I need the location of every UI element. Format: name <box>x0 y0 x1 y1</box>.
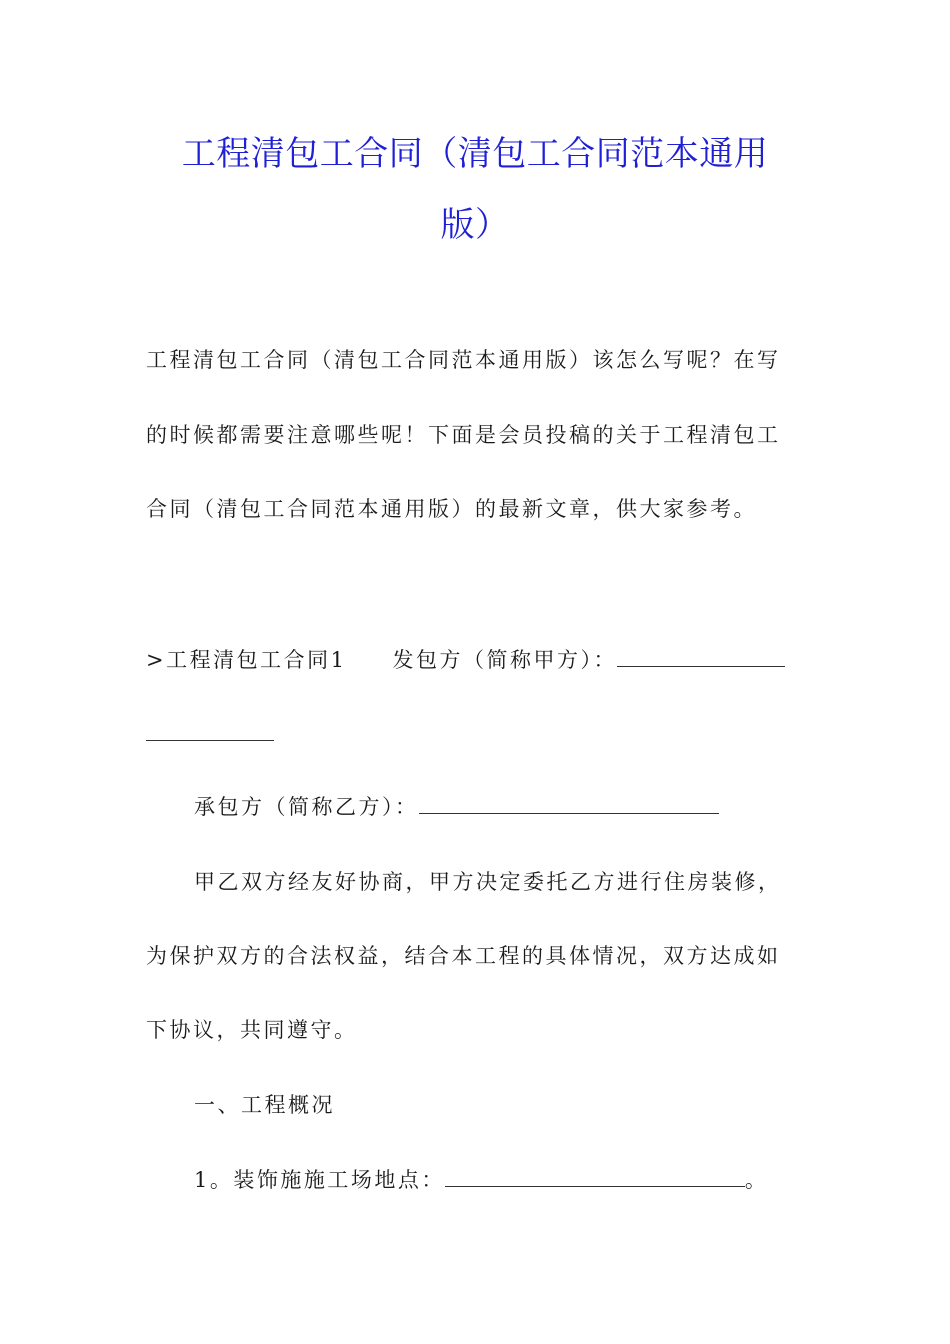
party-b-label: 承包方（简称乙方）： <box>194 795 419 819</box>
intro-line-3: 合同（清包工合同范本通用版）的最新文章，供大家参考。 <box>146 497 757 521</box>
document-title-line-1: 工程清包工合同（清包工合同范本通用 <box>181 134 769 174</box>
contract-heading-row <box>146 648 785 672</box>
document-title-line-2: 版） <box>440 205 510 245</box>
preamble-line-1: 甲乙双方经友好协商，甲方决定委托乙方进行住房装修， <box>194 870 782 894</box>
intro-line-1: 工程清包工合同（清包工合同范本通用版）该怎么写呢？在写 <box>146 348 781 372</box>
party-b-row <box>194 795 719 819</box>
party-a-blank-continued <box>146 722 274 741</box>
section-1-title: 一、工程概况 <box>194 1093 335 1117</box>
preamble-line-2: 为保护双方的合法权益，结合本工程的具体情况，双方达成如 <box>146 944 781 968</box>
item-1-label: 1。装饰施施工场地点： <box>194 1168 445 1192</box>
party-a-blank <box>617 648 785 667</box>
contract-heading: >工程清包工合同1 <box>146 648 347 672</box>
item-1-row <box>194 1168 768 1192</box>
item-1-end: 。 <box>744 1168 769 1192</box>
party-b-blank <box>419 795 719 814</box>
intro-line-2: 的时候都需要注意哪些呢！下面是会员投稿的关于工程清包工 <box>146 423 781 447</box>
item-1-blank <box>445 1168 745 1187</box>
preamble-line-3: 下协议，共同遵守。 <box>146 1018 358 1042</box>
party-a-label: 发包方（简称甲方）： <box>392 648 617 672</box>
party-a-blank-continued-row <box>146 722 274 746</box>
